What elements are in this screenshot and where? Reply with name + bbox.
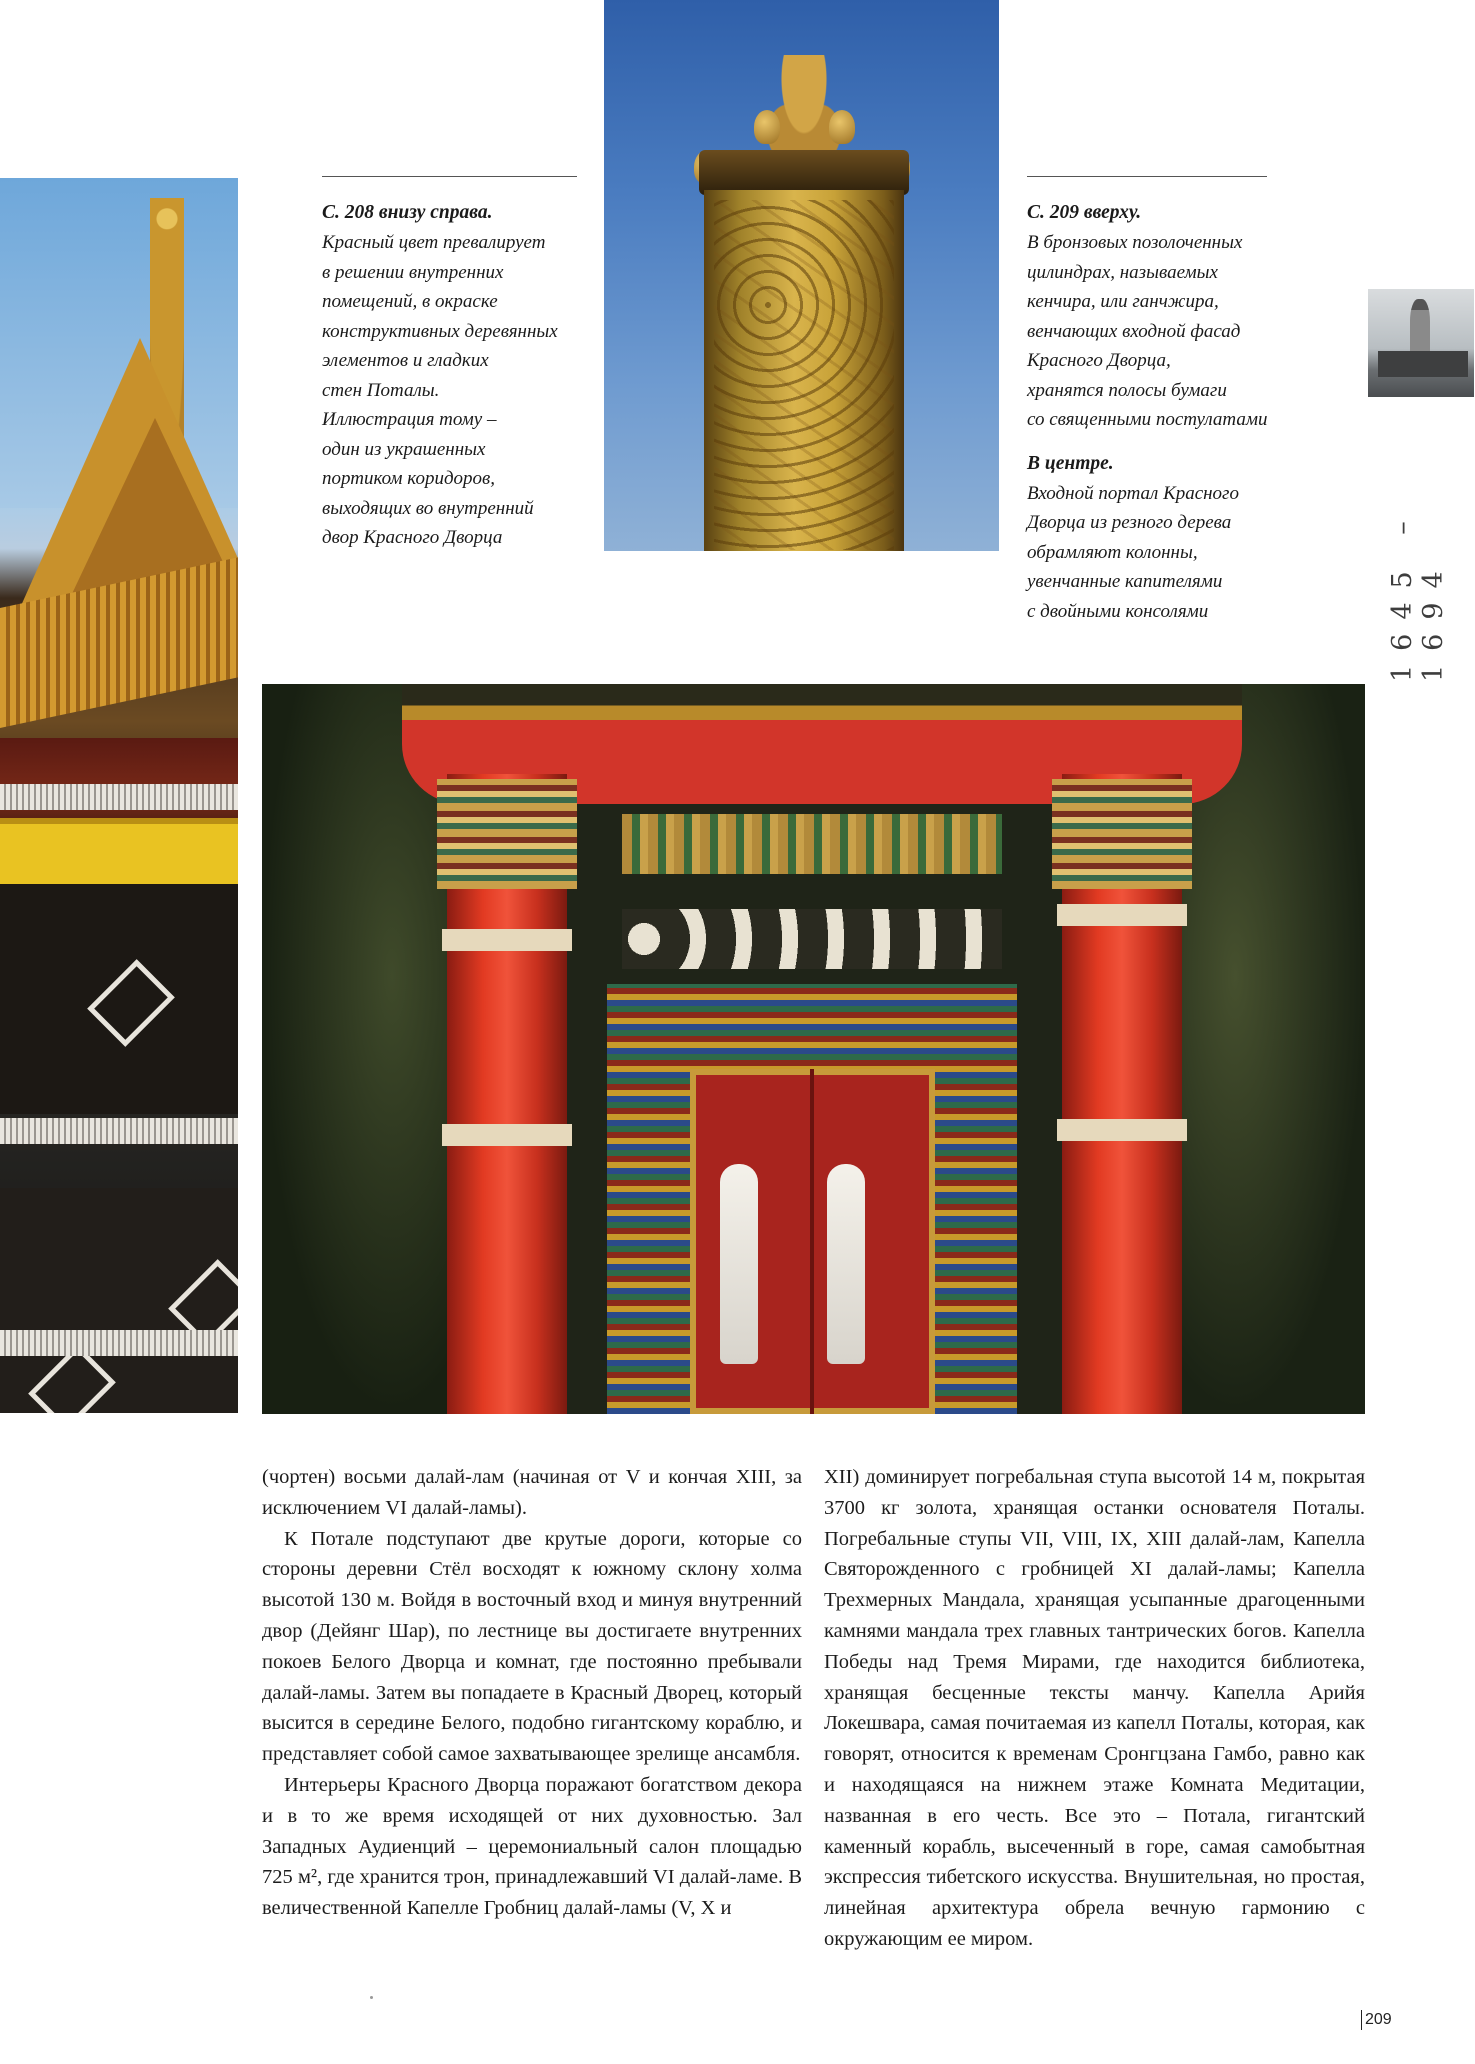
body-column-right [824,1462,1365,1955]
caption-right [1027,198,1317,626]
caption-line: элементов и гладких [322,350,489,371]
date-range-text: 1645 – 1694 [1387,507,1449,682]
caption-line: Дворца из резного дерева [1027,512,1232,533]
caption-line: двор Красного Дворца [322,527,503,548]
caption-line: Входной портал Красного [1027,482,1239,504]
body-paragraph: (чортен) восьми далай-лам (начиная от V и кончая XIII, за исключением VI далай-ламы). [262,1466,802,1519]
caption-title: В центре. [1027,452,1114,474]
left-photo-roof [0,178,238,1413]
caption-line: конструктивных деревянных [322,320,558,342]
main-photo-portal [262,684,1365,1414]
caption-line: хранятся полосы бумаги [1027,379,1227,401]
page-number: 209 [1361,2010,1392,2030]
date-range-vertical [1387,402,1449,682]
caption-line: Красного Дворца, [1027,350,1171,371]
caption-line: обрамляют колонны, [1027,541,1198,563]
caption-line: выходящих во внутренний [322,497,534,519]
caption-line: кенчира, или ганчжира, [1027,291,1219,312]
body-paragraph: К Потале подступают две крутые дороги, которые со стороны деревни Стёл восходят к южному склону холма высотой 130 м. Войдя в восточный вход и минуя внутренний двор (Дейянг Шар), по лестнице вы достигаете внутренних покоев Белого Дворца и комнат, где постоянно пребывали далай-ламы. Затем вы попадаете в Красный Дворец, который высится в середине Белого, подобно гигантскому кораблю, и представляет собой самое захватывающее зрелище ансамбля. [262,1527,802,1766]
caption-line: помещений, в окраске [322,291,498,312]
caption-left [322,198,592,553]
caption-line: со священными постулатами [1027,409,1268,430]
print-mark [370,1996,373,1999]
caption-title: С. 209 вверху. [1027,202,1142,223]
caption-line: Красный цвет превалирует [322,232,546,253]
caption-rule [1027,176,1267,177]
caption-line: стен Поталы. [322,379,440,401]
caption-line: в решении внутренних [322,261,504,283]
caption-line: венчающих входной фасад [1027,320,1241,342]
caption-line: с двойными консолями [1027,600,1209,622]
caption-title: С. 208 внизу справа. [322,202,493,223]
caption-rule [322,176,577,177]
top-photo-cylinder [604,0,999,551]
caption-line: портиком коридоров, [322,468,496,489]
body-paragraph: Интерьеры Красного Дворца поражают богатством декора и в то же время исходящей от них духовностью. Зал Западных Аудиенций – церемониальный салон площадью 725 м², где хранится трон, принадлежавший VI далай-ламе. В величественной Капелле Гробниц далай-ламы (V, X и [262,1773,802,1920]
caption-line: увенчанные капителями [1027,571,1223,592]
caption-line: Иллюстрация тому – [322,409,497,430]
body-column-left [262,1462,802,1924]
caption-line: цилиндрах, называемых [1027,261,1218,283]
caption-line: один из украшенных [322,438,486,460]
section-thumbnail [1368,289,1474,397]
body-paragraph: XII) доминирует погребальная ступа высотой 14 м, покрытая 3700 кг золота, хранящая останки основателя Поталы. Погребальные ступы VII, VIII, IX, XIII далай-лам, Капелла Святорожденного с гробницей XI далай-ламы; Капелла Трехмерных Мандала, хранящая усыпанные драгоценными камнями мандала трех главных тантрических богов. Капелла Победы над Тремя Мирами, где находится библиотека, хранящая бесценные тексты манчу. Капелла Арийя Локешвара, самая почитаемая из капелл Поталы, которая, как говорят, относится к временам Сронгцзана Гамбо, равно как и находящаяся на нижнем этаже Комната Медитации, названная в его честь. Все это – Потала, гигантский каменный корабль, высеченный в горе, самая самобытная экспрессия тибетского искусства. Внушительная, но простая, линейная архитектура обрела вечную гармонию с окружающим ее миром. [824,1466,1365,1950]
caption-line: В бронзовых позолоченных [1027,232,1243,253]
